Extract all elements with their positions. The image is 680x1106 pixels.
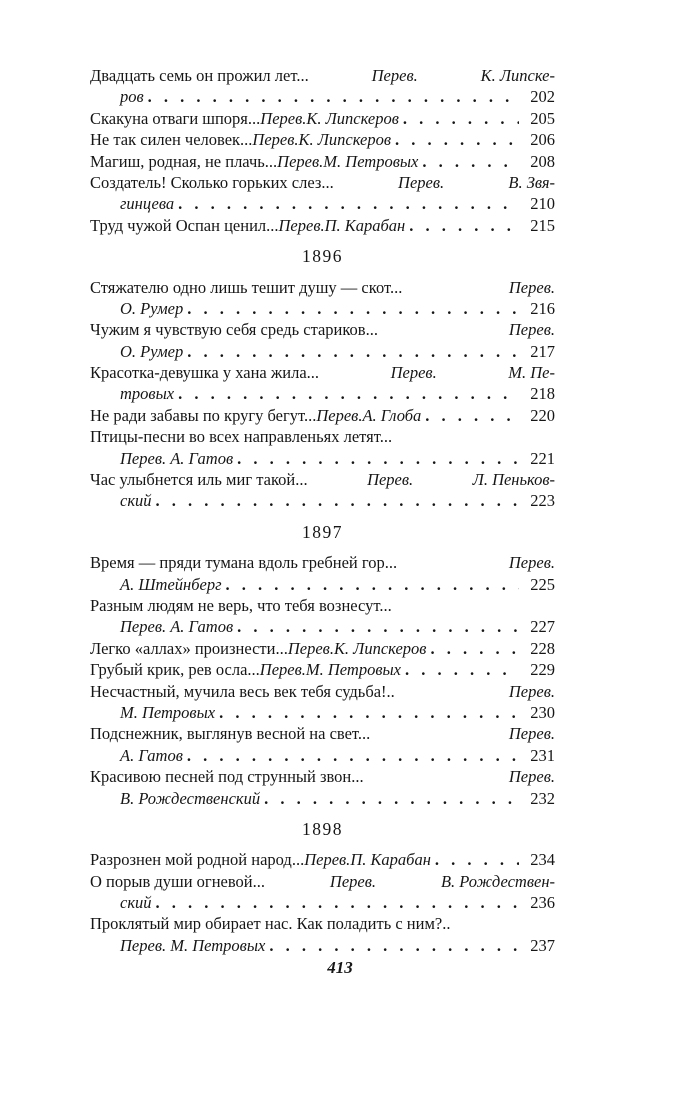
entry-line — [90, 216, 555, 237]
entry-line — [90, 639, 555, 660]
translator-prefix: Перев. — [508, 277, 555, 297]
toc-entry — [90, 872, 555, 915]
translator-prefix: Перев. — [367, 470, 414, 490]
dot-leader — [237, 449, 519, 469]
toc-entry — [90, 767, 555, 810]
translator-name: А. Глоба — [362, 405, 422, 425]
entry-line — [90, 363, 555, 384]
page-ref: 225 — [530, 574, 555, 594]
entry-line — [90, 660, 555, 681]
entry-title: Грубый крик, рев осла... — [90, 660, 260, 680]
page-ref: 205 — [530, 108, 555, 128]
page-ref: 237 — [530, 935, 555, 955]
page-number: 413 — [327, 958, 353, 977]
page-ref: 215 — [530, 215, 555, 235]
toc-entry — [90, 639, 555, 660]
entry-line-continued — [90, 342, 555, 363]
entry-line — [90, 553, 555, 574]
page-ref: 206 — [530, 130, 555, 150]
page-ref: 227 — [530, 617, 555, 637]
page-ref: 217 — [530, 341, 555, 361]
dot-leader — [178, 194, 519, 214]
entry-title: Подснежник, выглянув весной на свет... — [90, 724, 371, 744]
entry-title: Создатель! Сколько горьких слез... — [90, 172, 334, 192]
translator-prefix: Перев. — [277, 151, 324, 171]
toc-entry — [90, 173, 555, 216]
translator-name: Л. Пеньков- — [472, 470, 555, 490]
toc-entry — [90, 66, 555, 109]
page-ref: 229 — [530, 660, 555, 680]
entry-line — [90, 682, 555, 703]
entry-line-continued — [90, 703, 555, 724]
entry-line-continued — [90, 449, 555, 470]
page-ref: 236 — [530, 893, 555, 913]
dot-leader — [395, 130, 519, 150]
year-heading: 1896 — [302, 246, 343, 267]
translator-prefix: Перев. — [390, 363, 437, 383]
toc-entry — [90, 470, 555, 513]
entry-line-continued — [90, 299, 555, 320]
entry-line — [90, 278, 555, 299]
page-ref: 202 — [530, 87, 555, 107]
translator-name: К. Липскеров — [333, 638, 427, 658]
translator-name: К. Липскеров — [306, 108, 399, 128]
entry-line — [90, 724, 555, 745]
dot-leader — [156, 893, 519, 913]
translator-prefix: Перев. — [259, 660, 306, 680]
translator-name: А. Штейнберг — [120, 574, 222, 594]
translator-name: ров — [120, 87, 144, 107]
entry-line — [90, 109, 555, 130]
translator-prefix: Перев. — [508, 681, 555, 701]
toc-entry — [90, 130, 555, 151]
toc-entry — [90, 660, 555, 681]
entry-title: Разрознен мой родной народ... — [90, 850, 305, 870]
dot-leader — [403, 109, 519, 129]
translator-prefix: Перев. — [316, 405, 363, 425]
entry-line — [90, 596, 555, 617]
toc-entry — [90, 152, 555, 173]
toc-entry — [90, 553, 555, 596]
translator-prefix: Перев. — [508, 767, 555, 787]
entry-line — [90, 152, 555, 173]
translator-name: П. Карабан — [350, 850, 431, 870]
page-ref: 221 — [530, 448, 555, 468]
translator-name: М. Петровых — [120, 702, 216, 722]
translator-name: М. Петровых — [305, 660, 401, 680]
entry-line — [90, 173, 555, 194]
translator-prefix: Перев. — [508, 320, 555, 340]
toc-entry — [90, 363, 555, 406]
dot-leader — [405, 660, 519, 680]
translator-name: В. Звя- — [508, 172, 555, 192]
entry-title: Час улыбнется иль миг такой... — [90, 470, 308, 490]
entry-line-continued — [90, 893, 555, 914]
translator-name: К. Липскеров — [298, 130, 392, 150]
entry-line — [90, 130, 555, 151]
entry-line — [90, 427, 555, 448]
entry-line-continued — [90, 617, 555, 638]
translator-name: ский — [120, 491, 152, 511]
dot-leader — [435, 850, 519, 870]
translator-name: В. Рождественский — [120, 788, 261, 808]
dot-leader — [264, 789, 519, 809]
translator-name: В. Рождествен- — [440, 871, 555, 891]
entry-line-continued — [90, 194, 555, 215]
entry-line-continued — [90, 789, 555, 810]
translator-name: тровых — [120, 384, 175, 404]
dot-leader — [425, 406, 519, 426]
year-heading: 1897 — [302, 521, 343, 542]
entry-line-continued — [90, 491, 555, 512]
translator-prefix: Перев. — [371, 66, 418, 85]
entry-title: Красотка-девушка у хана жила... — [90, 363, 320, 383]
translator-prefix: Перев. — [260, 108, 307, 128]
translator-prefix: Перев. — [287, 638, 334, 658]
toc-entry — [90, 406, 555, 427]
toc-entry — [90, 682, 555, 725]
entry-title: Красивою песней под струнный звон... — [90, 767, 364, 787]
translator-prefix: Перев. — [329, 871, 377, 891]
entry-title: Несчастный, мучила весь век тебя судьба!.. — [90, 681, 395, 701]
dot-leader — [269, 936, 519, 956]
entry-title: Чужим я чувствую себя средь стариков... — [90, 320, 378, 340]
page-ref: 208 — [530, 151, 555, 171]
entry-line — [90, 872, 555, 893]
entry-title: Не так силен человек... — [90, 130, 253, 150]
translator-prefix: Перев. — [398, 172, 445, 192]
translator-name: М. Петровых — [323, 151, 419, 171]
entry-line — [90, 850, 555, 871]
entry-line — [90, 914, 555, 935]
toc-entry — [90, 216, 555, 237]
entry-title: Разным людям не верь, что тебя вознесут... — [90, 595, 392, 615]
toc-entry — [90, 427, 555, 470]
entry-title: Магиш, родная, не плачь... — [90, 151, 278, 171]
translator-name: П. Карабан — [324, 215, 406, 235]
entry-line — [90, 66, 555, 87]
entry-line — [90, 320, 555, 341]
translator-name: гинцева — [120, 194, 175, 214]
entry-title: Проклятый мир обирает нас. Как поладить с ним?.. — [90, 914, 451, 934]
table-of-contents — [90, 66, 555, 957]
page-ref: 234 — [530, 850, 555, 870]
page-ref: 210 — [530, 194, 555, 214]
page-ref: 231 — [530, 745, 555, 765]
translator-name: К. Липске- — [480, 66, 555, 85]
entry-line-continued — [90, 575, 555, 596]
toc-entry — [90, 850, 555, 871]
translator-prefix: Перев. — [252, 130, 299, 150]
dot-leader — [409, 216, 519, 236]
year-heading: 1898 — [302, 818, 343, 839]
entry-title: Скакуна отваги шпоря... — [90, 108, 261, 128]
dot-leader — [430, 639, 519, 659]
page-ref: 220 — [530, 405, 555, 425]
toc-entry — [90, 724, 555, 767]
entry-title: Легко «аллах» произнести... — [90, 638, 288, 658]
page-ref: 218 — [530, 384, 555, 404]
entry-title: Двадцать семь он прожил лет... — [90, 66, 309, 85]
entry-title: Труд чужой Оспан ценил... — [90, 215, 279, 235]
dot-leader — [187, 746, 519, 766]
translator-name: Перев. М. Петровых — [120, 935, 266, 955]
translator-name: О. Румер — [120, 298, 184, 318]
entry-line — [90, 470, 555, 491]
translator-name: Перев. А. Гатов — [120, 617, 234, 637]
toc-entry — [90, 914, 555, 957]
dot-leader — [219, 703, 519, 723]
translator-prefix: Перев. — [278, 215, 325, 235]
entry-title: О порыв души огневой... — [90, 871, 265, 891]
entry-line-continued — [90, 384, 555, 405]
dot-leader — [178, 384, 519, 404]
entry-line-continued — [90, 746, 555, 767]
toc-entry — [90, 320, 555, 363]
translator-prefix: Перев. — [508, 553, 555, 573]
entry-line — [90, 767, 555, 788]
translator-prefix: Перев. — [508, 724, 555, 744]
toc-entry — [90, 596, 555, 639]
translator-name: Перев. А. Гатов — [120, 448, 234, 468]
dot-leader — [422, 152, 519, 172]
translator-name: ский — [120, 893, 152, 913]
entry-line — [90, 406, 555, 427]
page-ref: 228 — [530, 638, 555, 658]
entry-title: Стяжателю одно лишь тешит душу — скот... — [90, 277, 403, 297]
entry-title: Время — пряди тумана вдоль гребней гор... — [90, 553, 398, 573]
page-ref: 216 — [530, 298, 555, 318]
entry-line-continued — [90, 936, 555, 957]
translator-prefix: Перев. — [304, 850, 351, 870]
page-ref: 230 — [530, 702, 555, 722]
page-ref: 232 — [530, 788, 555, 808]
translator-name: М. Пе- — [508, 363, 555, 383]
page-ref: 223 — [530, 491, 555, 511]
toc-entry — [90, 109, 555, 130]
toc-entry — [90, 278, 555, 321]
translator-name: О. Румер — [120, 341, 184, 361]
dot-leader — [187, 342, 519, 362]
dot-leader — [237, 617, 519, 637]
translator-name: А. Гатов — [120, 745, 183, 765]
dot-leader — [156, 491, 519, 511]
dot-leader — [148, 87, 519, 107]
dot-leader — [187, 299, 519, 319]
entry-title: Не ради забавы по кругу бегут... — [90, 405, 317, 425]
entry-line-continued — [90, 87, 555, 108]
dot-leader — [226, 575, 519, 595]
entry-title: Птицы-песни во всех направленьях летят... — [90, 427, 393, 447]
